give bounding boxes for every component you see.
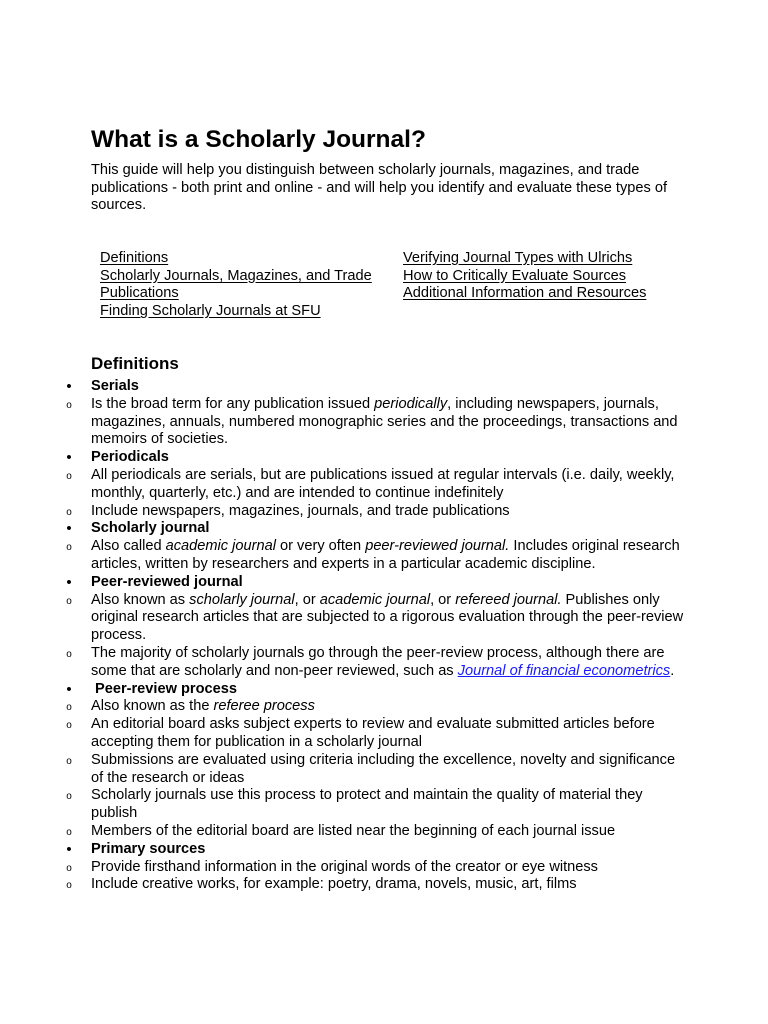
definitions-list — [0, 378, 768, 894]
toc-link-evaluate-sources[interactable]: How to Critically Evaluate Sources — [403, 267, 627, 284]
toc-link-verifying-ulrichs[interactable]: Verifying Journal Types with Ulrichs — [403, 250, 633, 266]
page-title: What is a Scholarly Journal? — [91, 126, 426, 153]
sub-bullet-marker: o — [66, 399, 72, 411]
desc-text — [91, 645, 674, 679]
desc-periodicals-1 — [0, 467, 691, 503]
bullet-marker: • — [66, 378, 72, 395]
journal-of-financial-econometrics-link[interactable]: Journal of financial econometrics — [457, 662, 671, 679]
term-label: Serials — [91, 378, 139, 394]
bullet-marker: • — [66, 449, 72, 467]
desc-text: Include newspapers, magazines, journals, and trade publications — [91, 502, 510, 519]
sub-bullet-marker: o — [66, 826, 72, 838]
desc-text: Provide firsthand information in the original words of the creator or eye witness — [91, 858, 598, 875]
term-label: Periodicals — [91, 449, 169, 466]
desc-emphasis: academic journal — [319, 591, 431, 608]
desc-periodicals-2 — [0, 503, 691, 521]
desc-segment: The majority of scholarly journals go through the peer-review process, although there are some that are scholarly and non-peer reviewed, such as — [91, 644, 665, 679]
desc-peer-review-process-3 — [0, 752, 691, 788]
desc-peer-reviewed-1 — [0, 592, 691, 645]
sub-bullet-marker: o — [66, 880, 72, 892]
desc-text: An editorial board asks subject experts to review and evaluate submitted articles before accepting them for publication in a scholarly journal — [91, 716, 655, 750]
desc-text: Members of the editorial board are listed near the beginning of each journal issue — [91, 822, 616, 839]
intro-paragraph: This guide will help you distinguish between scholarly journals, magazines, and trade publications - both print and online - and will help you identify and evaluate these types of sources. — [91, 162, 668, 214]
toc-link-additional-info[interactable]: Additional Information and Resources — [403, 285, 647, 302]
sub-bullet-marker: o — [66, 595, 72, 607]
desc-primary-2 — [0, 876, 691, 894]
desc-peer-review-process-2 — [0, 716, 691, 752]
desc-text — [91, 538, 680, 572]
sub-bullet-marker: o — [66, 470, 72, 482]
term-serials — [0, 378, 691, 396]
sub-bullet-marker: o — [66, 720, 72, 732]
sub-bullet-marker: o — [66, 862, 72, 874]
term-label: Peer-review process — [95, 680, 237, 697]
term-label: Scholarly journal — [91, 520, 210, 537]
sub-bullet-marker: o — [66, 542, 72, 554]
desc-segment: Also called — [91, 538, 166, 555]
desc-primary-1 — [0, 859, 691, 877]
toc-link-definitions[interactable]: Definitions — [100, 250, 169, 266]
toc-link-finding-journals-sfu[interactable]: Finding Scholarly Journals at SFU — [100, 303, 321, 320]
desc-segment: or very often — [275, 538, 366, 555]
toc-right-column — [403, 250, 703, 303]
desc-segment: , including newspapers, journals, magazines, annuals, numbered monographic series and the proceedings, transactions and memoirs of societies. — [91, 395, 678, 448]
bullet-marker: • — [66, 573, 72, 591]
desc-peer-review-process-5 — [0, 823, 691, 841]
term-peer-review-process — [0, 681, 691, 699]
term-primary-sources — [0, 841, 691, 859]
sub-bullet-marker: o — [66, 791, 72, 803]
toc-left-column — [100, 250, 396, 321]
desc-emphasis: referee process — [213, 698, 315, 715]
desc-text — [91, 698, 315, 714]
desc-peer-review-process-1 — [0, 698, 691, 716]
desc-text: All periodicals are serials, but are publications issued at regular intervals (i.e. daily, weekly, monthly, quarterly, etc.) and are intended to continue indefinitely — [91, 466, 675, 501]
term-scholarly-journal — [0, 520, 691, 538]
toc-link-journals-magazines-trade[interactable]: Scholarly Journals, Magazines, and Trade Publications — [100, 267, 372, 302]
desc-peer-review-process-4 — [0, 787, 691, 823]
desc-segment: . — [670, 662, 675, 679]
desc-text: Include creative works, for example: poetry, drama, novels, music, art, films — [91, 876, 577, 893]
sub-bullet-marker: o — [66, 702, 72, 714]
definitions-heading: Definitions — [91, 354, 179, 373]
desc-serials-1 — [0, 396, 691, 449]
desc-text: Scholarly journals use this process to protect and maintain the quality of material they publish — [91, 787, 643, 822]
bullet-marker: • — [66, 840, 72, 858]
desc-segment: Also known as the — [91, 698, 214, 715]
desc-segment: Also known as — [91, 591, 190, 608]
desc-scholarly-1 — [0, 538, 691, 574]
desc-text: Submissions are evaluated using criteria including the excellence, novelty and significance of the research or ideas — [91, 751, 676, 786]
desc-emphasis: periodically — [374, 395, 448, 412]
desc-text — [91, 592, 683, 644]
desc-segment: Is the broad term for any publication issued — [91, 395, 375, 412]
term-periodicals — [0, 449, 691, 467]
sub-bullet-marker: o — [66, 506, 72, 518]
desc-segment: , or — [294, 591, 320, 608]
desc-emphasis: academic journal — [165, 538, 276, 555]
desc-segment: Publishes only original research articles that are subjected to a rigorous evaluation through the peer-review process. — [91, 591, 684, 644]
desc-emphasis: peer-reviewed journal. — [365, 538, 510, 555]
desc-emphasis: refereed journal. — [455, 591, 562, 608]
term-label: Peer-reviewed journal — [91, 573, 243, 590]
desc-segment: , or — [430, 591, 456, 608]
desc-text — [91, 396, 678, 448]
desc-segment: Includes original research articles, written by researchers and experts in a particular academic discipline. — [91, 538, 680, 572]
sub-bullet-marker: o — [66, 755, 72, 767]
term-peer-reviewed-journal — [0, 574, 691, 592]
bullet-marker: • — [66, 520, 72, 538]
desc-peer-reviewed-2 — [0, 645, 691, 681]
sub-bullet-marker: o — [66, 648, 72, 660]
desc-emphasis: scholarly journal — [189, 591, 295, 608]
bullet-marker: • — [66, 680, 72, 698]
term-label: Primary sources — [91, 840, 206, 857]
